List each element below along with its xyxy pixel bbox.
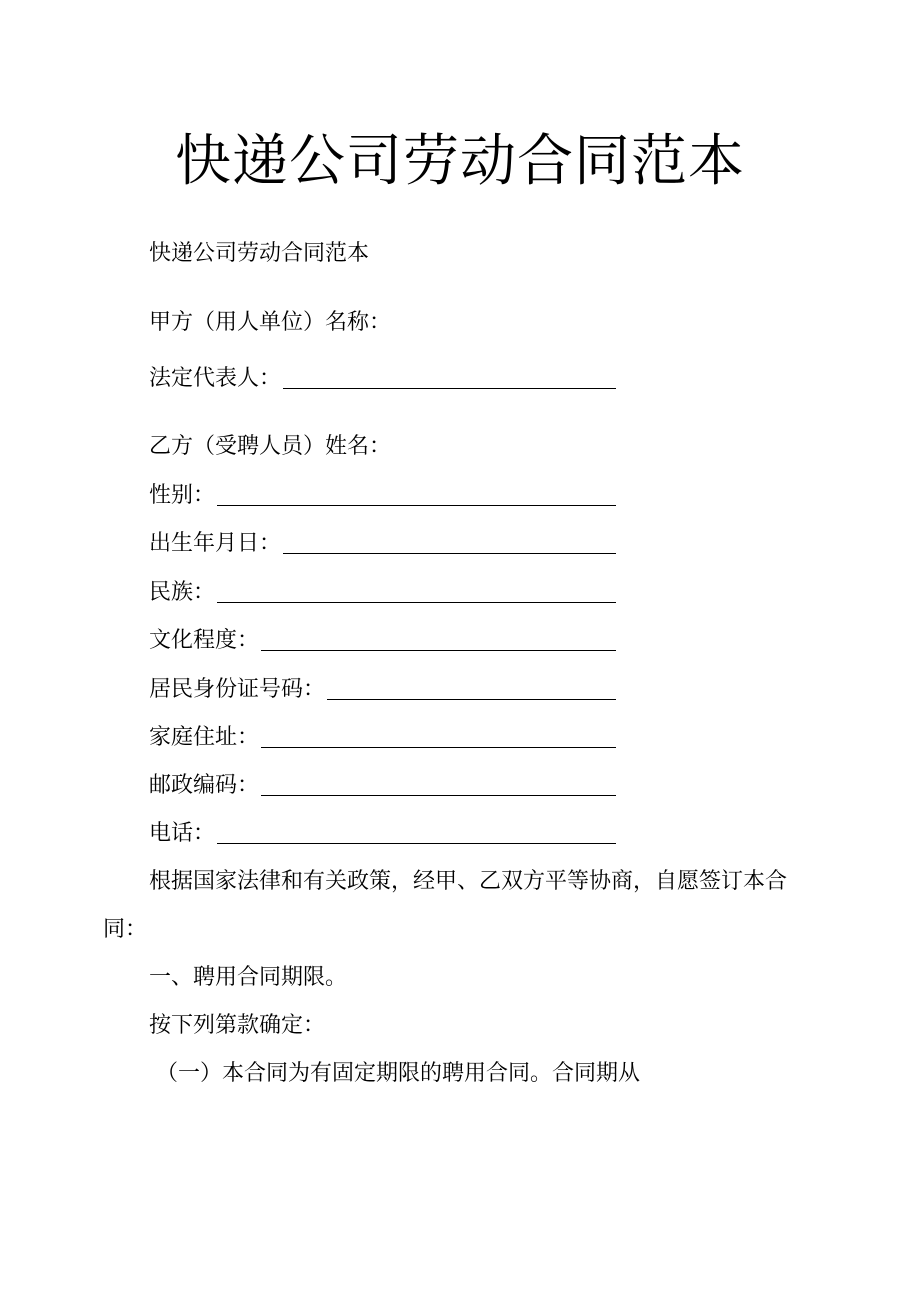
birth-date-blank [283,529,616,554]
birth-date-field [149,528,616,560]
ethnicity-blank [217,578,616,603]
ethnicity-field [149,577,616,609]
birth-date-label: 出生年月日： [149,531,282,556]
education-label: 文化程度： [149,628,260,653]
id-number-blank [327,675,616,700]
section-1-item-1: （一）本合同为有固定期限的聘用合同。合同期从 [156,1061,641,1086]
gender-label: 性别： [149,483,216,508]
id-number-label: 居民身份证号码： [149,677,326,702]
legal-representative-label: 法定代表人： [149,366,282,391]
home-address-blank [261,723,616,748]
intro-paragraph: 根据国家法律和有关政策，经甲、乙双方平等协商，自愿签订本合同： [103,869,788,942]
postal-code-blank [261,771,616,796]
legal-representative-field [149,363,616,395]
gender-field [149,480,616,512]
postal-code-label: 邮政编码： [149,773,260,798]
party-a-name-label: 甲方（用人单位）名称： [149,310,392,335]
document-subtitle: 快递公司劳动合同范本 [149,241,370,266]
id-number-field [149,674,616,706]
section-1-lead: 按下列第款确定： [149,1013,326,1038]
legal-representative-blank [283,364,616,389]
postal-code-field [149,770,616,802]
gender-blank [217,481,616,506]
document-title: 快递公司劳动合同范本 [175,129,745,194]
party-b-name-label: 乙方（受聘人员）姓名： [149,434,392,459]
section-1-heading: 一、聘用合同期限。 [149,965,348,990]
home-address-field [149,722,616,754]
phone-field [149,818,616,850]
education-field [149,625,616,657]
home-address-label: 家庭住址： [149,725,260,750]
ethnicity-label: 民族： [149,580,216,605]
phone-label: 电话： [149,821,216,846]
phone-blank [217,819,616,844]
education-blank [261,626,616,651]
